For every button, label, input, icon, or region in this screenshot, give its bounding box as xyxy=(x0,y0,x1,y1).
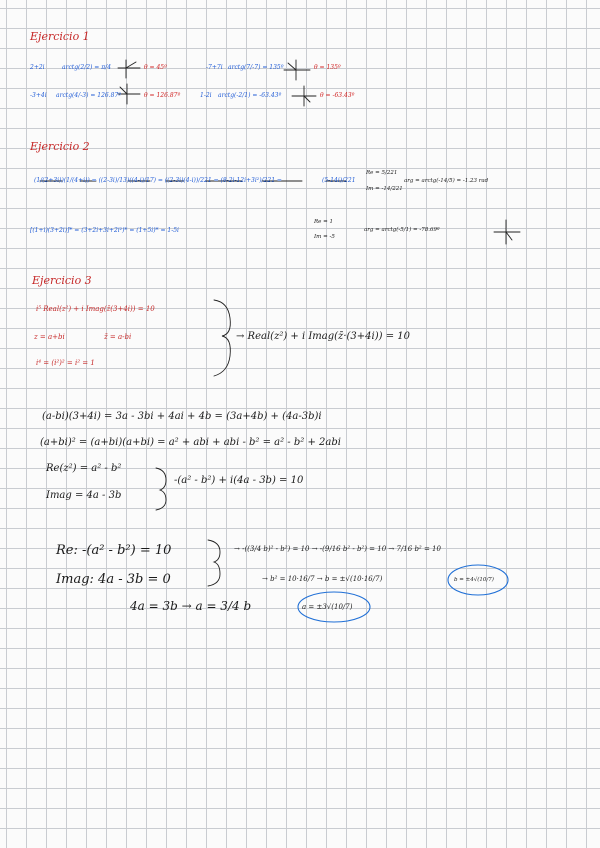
ex3-a-result: a = ±3√(10/7) xyxy=(302,603,353,611)
ex1-arg-d: arctg(-2/1) = -63.43º xyxy=(218,92,282,99)
ex3-imag-part: Imag = 4a - 3b xyxy=(46,490,122,501)
ex2-line2-re: Re = 1 xyxy=(314,219,334,225)
ex3-i4: i⁴ = (i²)² = i² = 1 xyxy=(36,359,95,367)
ex3-substitution: → -((3/4 b)² - b²) = 10 → -(9/16 b² - b²) = 10 → 7/16 b² = 10 xyxy=(234,545,441,553)
ex3-a-relation: 4a = 3b → a = 3/4 b xyxy=(130,599,252,613)
ex3-simplified: → Real(z²) + i Imag(z̄·(3+4i)) = 10 xyxy=(236,331,410,342)
ex1-complex-b: -7+7i xyxy=(206,64,223,71)
ex3-re-equation: Re: -(a² - b²) = 10 xyxy=(56,543,172,558)
ex3-combined: -(a² - b²) + i(4a - 3b) = 10 xyxy=(174,475,304,486)
ex3-equation: i⁵ Real(z²) + i Imag(z̄(3+4i)) = 10 xyxy=(36,305,155,313)
axes-sketch-1 xyxy=(118,60,140,78)
ex3-z-def: z = a+bi xyxy=(34,333,65,341)
ex1-complex-a: 2+2i xyxy=(30,64,45,71)
ex2-line1-result: (5-14i)/221 xyxy=(322,177,356,184)
ex1-arg-c: arctg(4/-3) = 126.87º xyxy=(56,92,122,99)
ex3-square: (a+bi)² = (a+bi)(a+bi) = a² + abi + abi - b² = a² - b² + 2abi xyxy=(40,437,341,448)
exercise-3-title: Ejercicio 3 xyxy=(32,274,92,287)
exercise-2-title: Ejercicio 2 xyxy=(30,140,90,153)
ex2-line1-arg: arg = arctg(-14/5) = -1.23 rad xyxy=(404,178,489,184)
ex1-theta-c: θ = 126.87º xyxy=(144,92,181,99)
ex3-imag-equation: Imag: 4a - 3b = 0 xyxy=(56,572,171,587)
ex3-zbar-def: z̄ = a-bi xyxy=(104,333,132,341)
ex2-line1-re: Re = 5/221 xyxy=(366,170,398,176)
ex1-arg-a: arctg(2/2) = π/4 xyxy=(62,64,112,71)
ex2-line1-work: (1/(2+3i))(1/(4+i)) = ((2-3i)/13)((4-i)/17) = ((2-3i)(4-i))/221 = (8-2i-12i+3i²)/221 = xyxy=(34,177,282,184)
ex2-line2-im: Im = -5 xyxy=(314,234,335,240)
ex3-b-squared: → b² = 10·16/7 → b = ±√(10·16/7) xyxy=(262,575,383,583)
ex1-theta-d: θ = -63.43º xyxy=(320,92,355,99)
ex1-arg-b: arctg(7/-7) = 135º xyxy=(228,64,284,71)
axes-sketch-3 xyxy=(118,84,140,104)
ex2-line1-im: Im = -14/221 xyxy=(366,186,403,192)
ex1-theta-a: θ = 45º xyxy=(144,64,167,71)
axes-sketch-5 xyxy=(494,220,520,244)
axes-sketch-4 xyxy=(292,86,316,106)
ex1-complex-c: -3+4i xyxy=(30,92,47,99)
ex3-product: (a-bi)(3+4i) = 3a - 3bi + 4ai + 4b = (3a+4b) + (4a-3b)i xyxy=(42,411,322,422)
ex1-theta-b: θ = 135º xyxy=(314,64,341,71)
axes-sketch-2 xyxy=(284,60,310,80)
ex3-b-result: b = ±4√(10/7) xyxy=(454,577,494,583)
exercise-1-title: Ejercicio 1 xyxy=(30,30,90,43)
ex2-line2-arg: arg = arctg(-5/1) = -78.69º xyxy=(364,227,440,233)
ex1-complex-d: 1-2i xyxy=(200,92,212,99)
ex2-line2-work: [(1+i)(3+2i)]* = (3+2i+3i+2i²)* = (1+5i)* = 1-5i xyxy=(30,227,179,234)
ex3-real-part: Re(z²) = a² - b² xyxy=(46,463,122,474)
